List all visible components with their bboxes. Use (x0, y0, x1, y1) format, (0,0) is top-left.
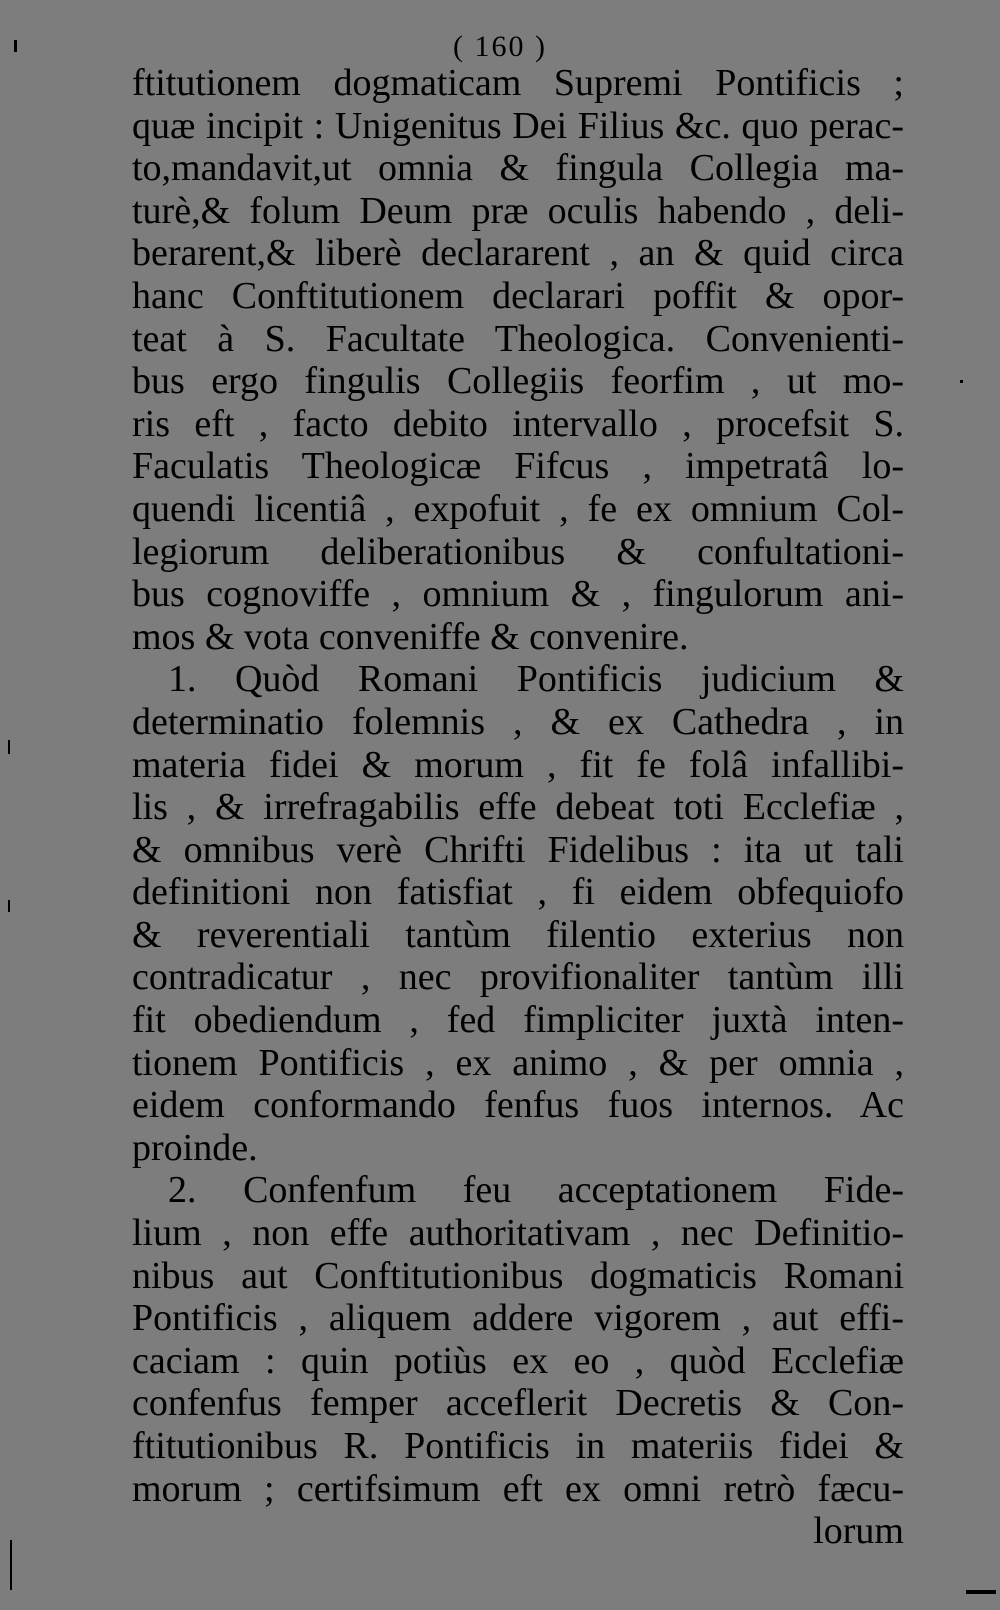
text-line: eidem conformando fenfus fuos internos. Ac (132, 1084, 904, 1127)
text-line: teat à S. Facultate Theologica. Convenienti- (132, 317, 904, 360)
text-line: confenfus femper acceflerit Decretis & Con- (132, 1382, 904, 1425)
text-line: lium , non effe authoritativam , nec Definitio- (132, 1212, 904, 1255)
text-line: proinde. (132, 1126, 258, 1169)
catchword: lorum (813, 1510, 904, 1553)
text-line: mos & vota conveniffe & convenire. (132, 615, 689, 658)
text-line: quæ incipit : Unigenitus Dei Filius &c. quo perac- (132, 104, 904, 147)
scan-speck (960, 380, 963, 383)
text-line: ftitutionibus R. Pontificis in materiis fidei & (132, 1425, 904, 1467)
text-line: to,mandavit,ut omnia & fingula Collegia ma- (132, 147, 904, 190)
scan-speck (10, 1540, 12, 1590)
scan-speck (8, 900, 10, 912)
text-line: legiorum deliberationibus & confultationi- (132, 530, 904, 573)
text-line: 1. Quòd Romani Pontificis judicium & (168, 658, 904, 701)
text-line: & reverentiali tantùm filentio exterius non (132, 913, 904, 956)
text-line: 2. Confenfum feu acceptationem Fide- (168, 1169, 904, 1212)
scan-speck (14, 40, 17, 52)
text-line: definitioni non fatisfiat , fi eidem obfequiofo (132, 871, 904, 914)
scan-speck (966, 1590, 996, 1594)
text-line: ris eft , facto debito intervallo , procefsit S. (132, 402, 904, 445)
text-line: turè,& folum Deum præ oculis habendo , deli- (132, 189, 904, 232)
text-line: & omnibus verè Chrifti Fidelibus : ita ut tali (132, 828, 904, 871)
text-line: caciam : quin potiùs ex eo , quòd Ecclefiæ (132, 1339, 904, 1382)
text-line: bus cognoviffe , omnium & , fingulorum ani- (132, 573, 904, 616)
body-text (132, 62, 904, 1553)
text-line: determinatio folemnis , & ex Cathedra , in (132, 700, 904, 743)
text-line: quendi licentiâ , expofuit , fe ex omnium Col- (132, 487, 904, 530)
text-line: lis , & irrefragabilis effe debeat toti Ecclefiæ , (132, 786, 904, 829)
text-line: fit obediendum , fed fimpliciter juxtà inten- (132, 999, 904, 1042)
text-line: Pontificis , aliquem addere vigorem , aut effi- (132, 1297, 904, 1340)
text-line: berarent,& liberè declararent , an & quid circa (132, 232, 904, 275)
text-line: tionem Pontificis , ex animo , & per omnia , (132, 1041, 904, 1084)
text-line: Faculatis Theologicæ Fifcus , impetratâ lo- (132, 445, 904, 488)
text-line: materia fidei & morum , fit fe folâ infallibi- (132, 743, 904, 786)
page-number: ( 160 ) (453, 30, 547, 63)
text-line: ftitutionem dogmaticam Supremi Pontificis ; (132, 62, 904, 104)
text-line: contradicatur , nec provifionaliter tantùm illi (132, 956, 904, 999)
text-line: morum ; certifsimum eft ex omni retrò fæcu- (132, 1467, 904, 1510)
text-line: hanc Conftitutionem declarari poffit & opor- (132, 274, 904, 317)
text-line: nibus aut Conftitutionibus dogmaticis Romani (132, 1254, 904, 1297)
scan-speck (8, 740, 10, 754)
text-line: bus ergo fingulis Collegiis feorfim , ut mo- (132, 360, 904, 403)
